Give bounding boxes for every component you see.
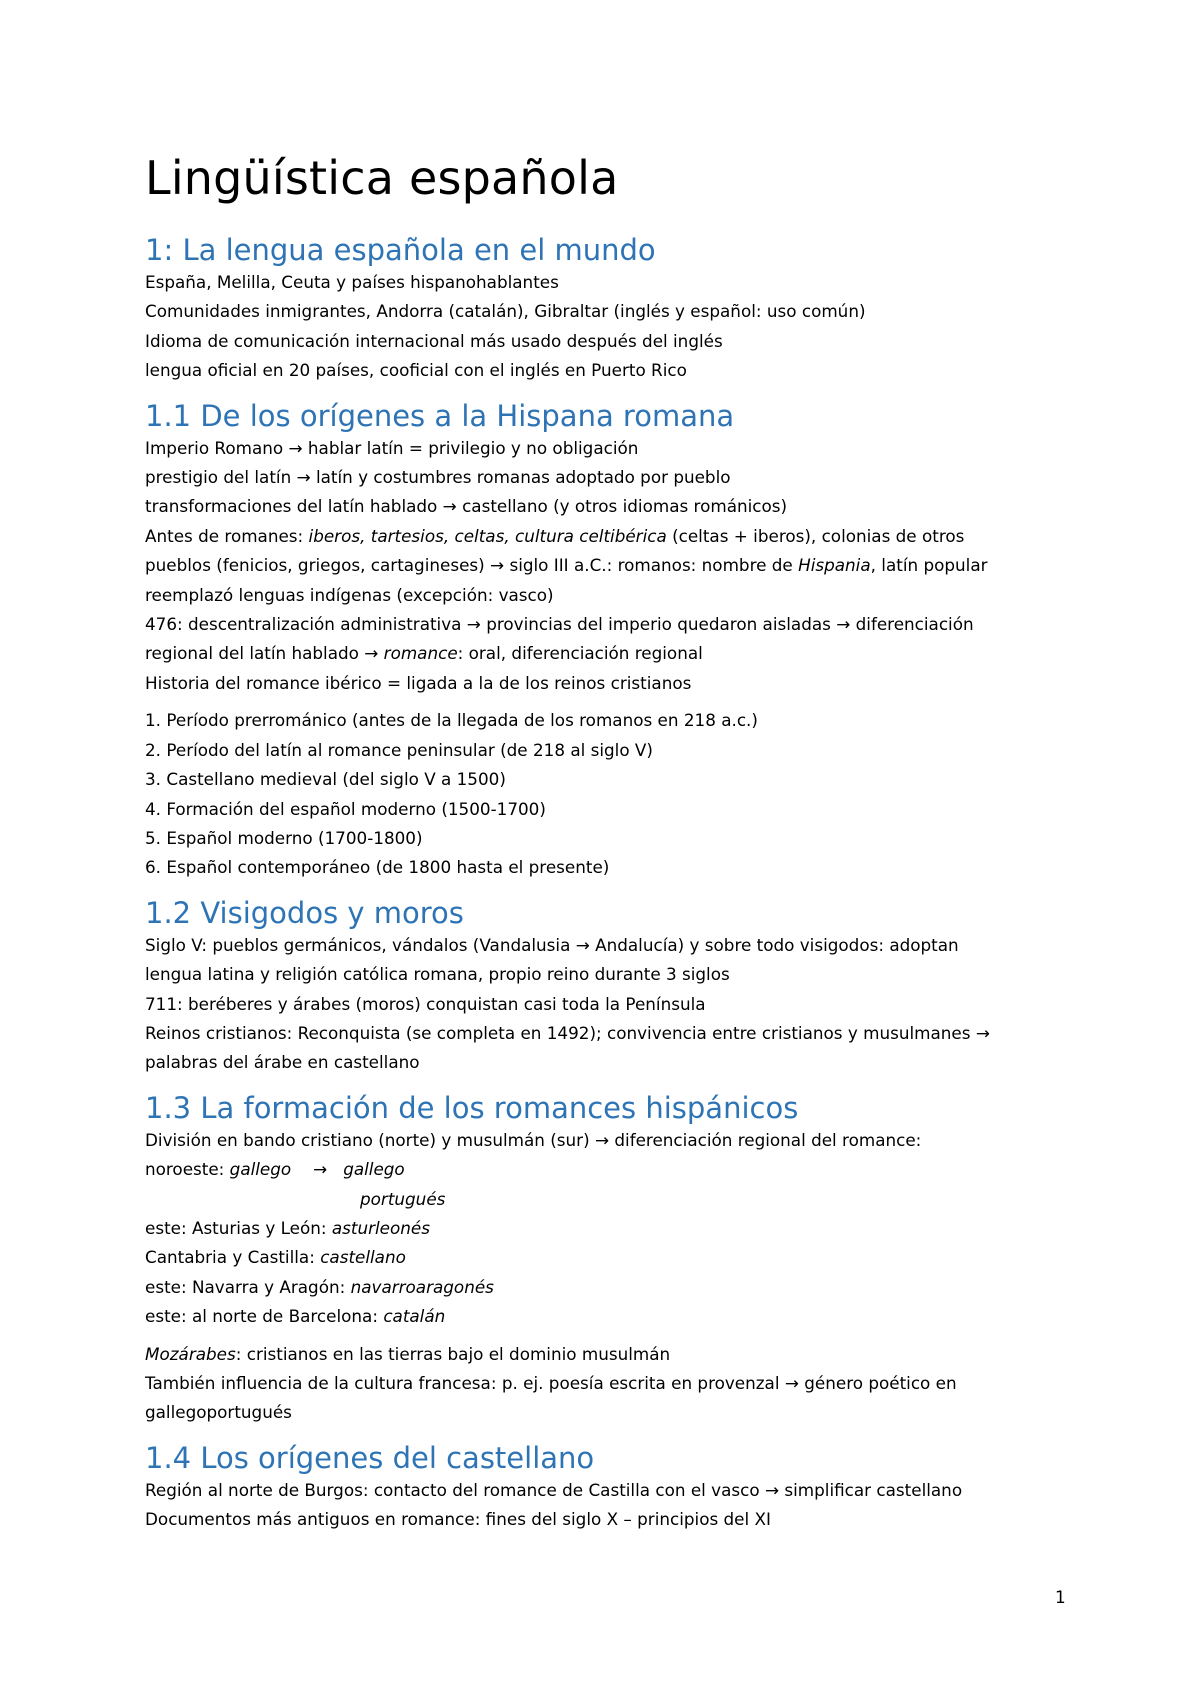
document-body (145, 150, 1055, 1535)
arrow-icon: → (364, 643, 379, 664)
text-line: Documentos más antiguos en romance: fines del siglo X – principios del XI (145, 1509, 771, 1530)
text-line: reemplazó lenguas indígenas (excepción: vasco) (145, 584, 554, 605)
page-number: 1 (1055, 1587, 1066, 1607)
page-title: Lingüística española (145, 151, 619, 205)
text-line: este: Asturias y León: asturleonés (145, 1217, 430, 1238)
arrow-icon: → (466, 614, 481, 635)
text-line: 711: beréberes y árabes (moros) conquistan casi toda la Península (145, 993, 706, 1014)
arrow-icon: → (313, 1159, 328, 1180)
text-line: Imperio Romano → hablar latín = privilegio y no obligación (145, 437, 639, 458)
list-item: 4. Formación del español moderno (1500-1700) (145, 798, 546, 819)
arrow-icon: → (764, 1479, 780, 1500)
section-heading-1-3: 1.3 La formación de los romances hispánicos (145, 1090, 799, 1125)
list-item: 6. Español contemporáneo (de 1800 hasta el presente) (145, 857, 610, 878)
text-line: pueblos (fenicios, griegos, cartagineses) → siglo III a.C.: romanos: nombre de Hispania, latín popular (145, 555, 988, 576)
arrow-icon: → (836, 614, 851, 635)
text-line: Historia del romance ibérico = ligada a la de los reinos cristianos (145, 672, 692, 693)
text-line: transformaciones del latín hablado → castellano (y otros idiomas románicos) (145, 496, 788, 517)
text-line: 476: descentralización administrativa → provincias del imperio quedaron aisladas → diferenciación (145, 614, 974, 635)
text-line: España, Melilla, Ceuta y países hispanohablantes (145, 272, 559, 292)
text-line: División en bando cristiano (norte) y musulmán (sur) → diferenciación regional del romance: (145, 1129, 922, 1150)
section-heading-1-2: 1.2 Visigodos y moros (145, 895, 464, 930)
list-item: 3. Castellano medieval (del siglo V a 1500) (145, 769, 506, 790)
text-line: Idioma de comunicación internacional más usado después del inglés (145, 330, 723, 351)
text-line: También influencia de la cultura francesa: p. ej. poesía escrita en provenzal → género poético en (145, 1373, 957, 1393)
section-heading-1-4: 1.4 Los orígenes del castellano (145, 1440, 595, 1475)
text-line: Región al norte de Burgos: contacto del romance de Castilla con el vasco → simplificar castellano (145, 1479, 963, 1500)
text-line: este: al norte de Barcelona: catalán (145, 1306, 446, 1327)
text-line: prestigio del latín → latín y costumbres romanas adoptado por pueblo (145, 467, 731, 488)
arrow-icon: → (490, 555, 505, 576)
text-line: Comunidades inmigrantes, Andorra (catalán), Gibraltar (inglés y español: uso común) (145, 301, 866, 322)
section-heading-1: 1: La lengua española en el mundo (145, 233, 656, 267)
arrow-icon: → (784, 1373, 799, 1393)
text-line: Siglo V: pueblos germánicos, vándalos (Vandalusia → Andalucía) y sobre todo visigodos: adoptan (145, 934, 959, 955)
text-line: este: Navarra y Aragón: navarroaragonés (145, 1276, 494, 1297)
text-line: noroeste: gallego → gallego (145, 1155, 1055, 1184)
text-line: gallegoportugués (145, 1402, 292, 1423)
arrow-icon: → (975, 1022, 990, 1043)
text-line: Antes de romanes: iberos, tartesios, celtas, cultura celtibérica (celtas + iberos), colonias de otros (145, 525, 965, 546)
text-line: Reinos cristianos: Reconquista (se completa en 1492); convivencia entre cristianos y musulmanes → (145, 1022, 990, 1043)
list-item: 2. Período del latín al romance peninsular (de 218 al siglo V) (145, 739, 653, 760)
arrow-icon: → (442, 496, 457, 517)
section-heading-1-1: 1.1 De los orígenes a la Hispana romana (145, 398, 735, 433)
list-item: 1. Período prerrománico (antes de la llegada de los romanos en 218 a.c.) (145, 710, 758, 731)
arrow-icon: → (575, 934, 590, 955)
arrow-icon: → (288, 437, 303, 458)
list-item: 5. Español moderno (1700-1800) (145, 827, 423, 848)
arrow-icon: → (594, 1129, 610, 1150)
text-line: Mozárabes: cristianos en las tierras bajo el dominio musulmán (145, 1343, 671, 1364)
text-line: lengua latina y religión católica romana, propio reino durante 3 siglos (145, 964, 730, 985)
text-line: lengua oficial en 20 países, cooficial con el inglés en Puerto Rico (145, 360, 687, 381)
text-line: portugués (360, 1188, 446, 1209)
arrow-icon: → (296, 467, 311, 488)
text-line: palabras del árabe en castellano (145, 1052, 420, 1073)
text-line: regional del latín hablado → romance: oral, diferenciación regional (145, 643, 703, 664)
text-line: Cantabria y Castilla: castellano (145, 1247, 406, 1268)
